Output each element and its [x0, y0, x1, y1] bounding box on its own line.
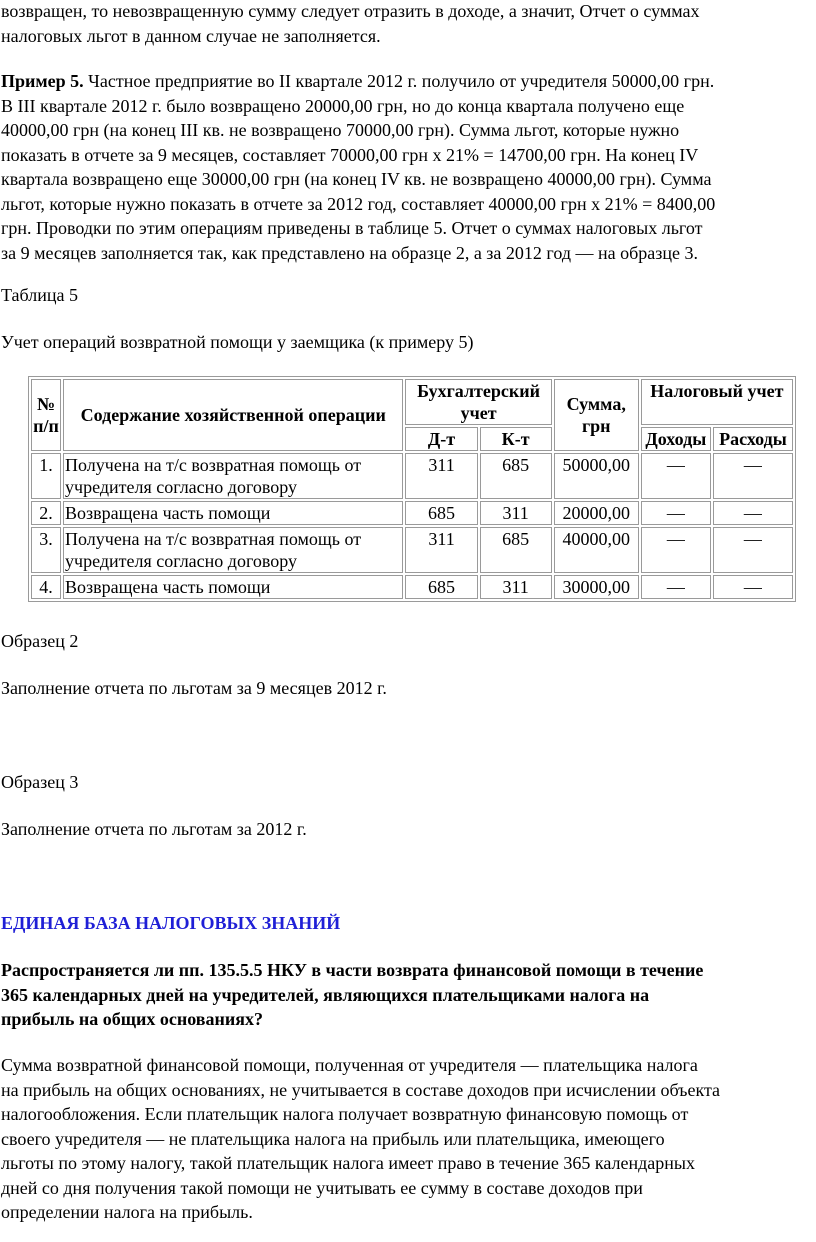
cell-income: —	[641, 527, 711, 573]
example-line: показать в отчете за 9 месяцев, составляет 70000,00 грн х 21% = 14700,00 грн. На конец IV	[1, 144, 699, 165]
header-content: Содержание хозяйственной операции	[63, 379, 403, 451]
cell-credit: 685	[480, 453, 552, 499]
cell-expense: —	[713, 501, 793, 525]
table-row	[31, 501, 793, 525]
question-line: 365 календарных дней на учредителей, являющихся плательщиками налога на	[1, 984, 650, 1005]
cell-debit: 685	[405, 501, 477, 525]
header-sum: Сумма, грн	[554, 379, 639, 451]
cell-credit: 311	[480, 501, 552, 525]
question-line: прибыль на общих основаниях?	[1, 1009, 263, 1029]
answer-line: дней со дня получения такой помощи не учитывать ее сумму в составе доходов при	[1, 1177, 643, 1198]
kb-heading: ЕДИНАЯ БАЗА НАЛОГОВЫХ ЗНАНИЙ	[1, 913, 341, 933]
example-line: за 9 месяцев заполняется так, как представлено на образце 2, а за 2012 год — на образце 3.	[1, 242, 698, 263]
answer-line: определении налога на прибыль.	[1, 1202, 253, 1222]
example-paragraph	[1, 69, 715, 265]
cell-debit: 311	[405, 453, 477, 499]
intro-line: возвращен, то невозвращенную сумму следует отразить в доходе, а значит, Отчет о суммах	[1, 1, 700, 21]
table-caption: Учет операций возвратной помощи у заемщика (к примеру 5)	[1, 332, 474, 352]
example-line: 40000,00 грн (на конец III кв. не возвращено 70000,00 грн). Сумма льгот, которые нужно	[1, 120, 680, 140]
answer-line: на прибыль на общих основаниях, не учитывается в составе доходов при исчислении объекта	[1, 1079, 721, 1100]
example-line: грн. Проводки по этим операциям приведены в таблице 5. Отчет о суммах налоговых льгот	[1, 218, 703, 238]
cell-expense: —	[713, 575, 793, 599]
header-expense: Расходы	[713, 427, 793, 451]
header-credit: К-т	[480, 427, 552, 451]
intro-line: налоговых льгот в данном случае не заполняется.	[1, 25, 381, 46]
cell-content: Возвращена часть помощи	[63, 575, 403, 599]
example-line: квартала возвращено еще 30000,00 грн (на конец IV кв. не возвращено 40000,00 грн). Сумма	[1, 169, 712, 189]
sample2-label: Образец 2	[1, 631, 79, 651]
cell-income: —	[641, 501, 711, 525]
sample3-caption: Заполнение отчета по льготам за 2012 г.	[1, 819, 307, 839]
answer-line: Сумма возвратной финансовой помощи, полученная от учредителя — плательщика налога	[1, 1055, 698, 1075]
table-row	[31, 575, 793, 599]
header-debit: Д-т	[405, 427, 477, 451]
header-accounting: Бухгалтерский учет	[405, 379, 551, 425]
sample2-caption: Заполнение отчета по льготам за 9 месяцев 2012 г.	[1, 678, 387, 698]
cell-sum: 50000,00	[554, 453, 639, 499]
cell-num: 2.	[31, 501, 61, 525]
question-paragraph	[1, 958, 703, 1032]
cell-expense: —	[713, 453, 793, 499]
cell-num: 4.	[31, 575, 61, 599]
cell-income: —	[641, 453, 711, 499]
answer-line: льготы по этому налогу, такой плательщик налога имеет право в течение 365 календарных	[1, 1153, 695, 1173]
header-tax: Налоговый учет	[641, 379, 793, 425]
header-num: № п/п	[31, 379, 61, 451]
cell-sum: 40000,00	[554, 527, 639, 573]
intro-paragraph	[1, 0, 699, 48]
cell-content: Получена на т/с возвратная помощь от учредителя согласно договору	[63, 453, 403, 499]
table-row	[31, 453, 793, 499]
table-label: Таблица 5	[1, 285, 78, 305]
table-row	[31, 527, 793, 573]
header-income: Доходы	[641, 427, 711, 451]
operations-table	[28, 376, 796, 602]
cell-num: 3.	[31, 527, 61, 573]
cell-content: Получена на т/с возвратная помощь от учредителя согласно договору	[63, 527, 403, 573]
cell-num: 1.	[31, 453, 61, 499]
cell-credit: 311	[480, 575, 552, 599]
cell-credit: 685	[480, 527, 552, 573]
example-line: Частное предприятие во II квартале 2012 г. получило от учредителя 50000,00 грн.	[83, 71, 715, 91]
question-line: Распространяется ли пп. 135.5.5 НКУ в части возврата финансовой помощи в течение	[1, 960, 704, 980]
cell-content: Возвращена часть помощи	[63, 501, 403, 525]
sample3-label: Образец 3	[1, 772, 79, 792]
answer-paragraph	[1, 1053, 720, 1225]
cell-sum: 20000,00	[554, 501, 639, 525]
example-line: В III квартале 2012 г. было возвращено 20000,00 грн, но до конца квартала получено еще	[1, 95, 685, 116]
example-label: Пример 5.	[1, 71, 84, 91]
example-line: льгот, которые нужно показать в отчете за 2012 год, составляет 40000,00 грн х 21% = 8400,00	[1, 193, 716, 214]
answer-line: налогообложения. Если плательщик налога получает возвратную финансовую помощь от	[1, 1104, 689, 1124]
cell-sum: 30000,00	[554, 575, 639, 599]
cell-expense: —	[713, 527, 793, 573]
table-header-row	[31, 379, 793, 425]
answer-line: своего учредителя — не плательщика налога на прибыль или плательщика, имеющего	[1, 1128, 665, 1149]
cell-income: —	[641, 575, 711, 599]
cell-debit: 685	[405, 575, 477, 599]
cell-debit: 311	[405, 527, 477, 573]
